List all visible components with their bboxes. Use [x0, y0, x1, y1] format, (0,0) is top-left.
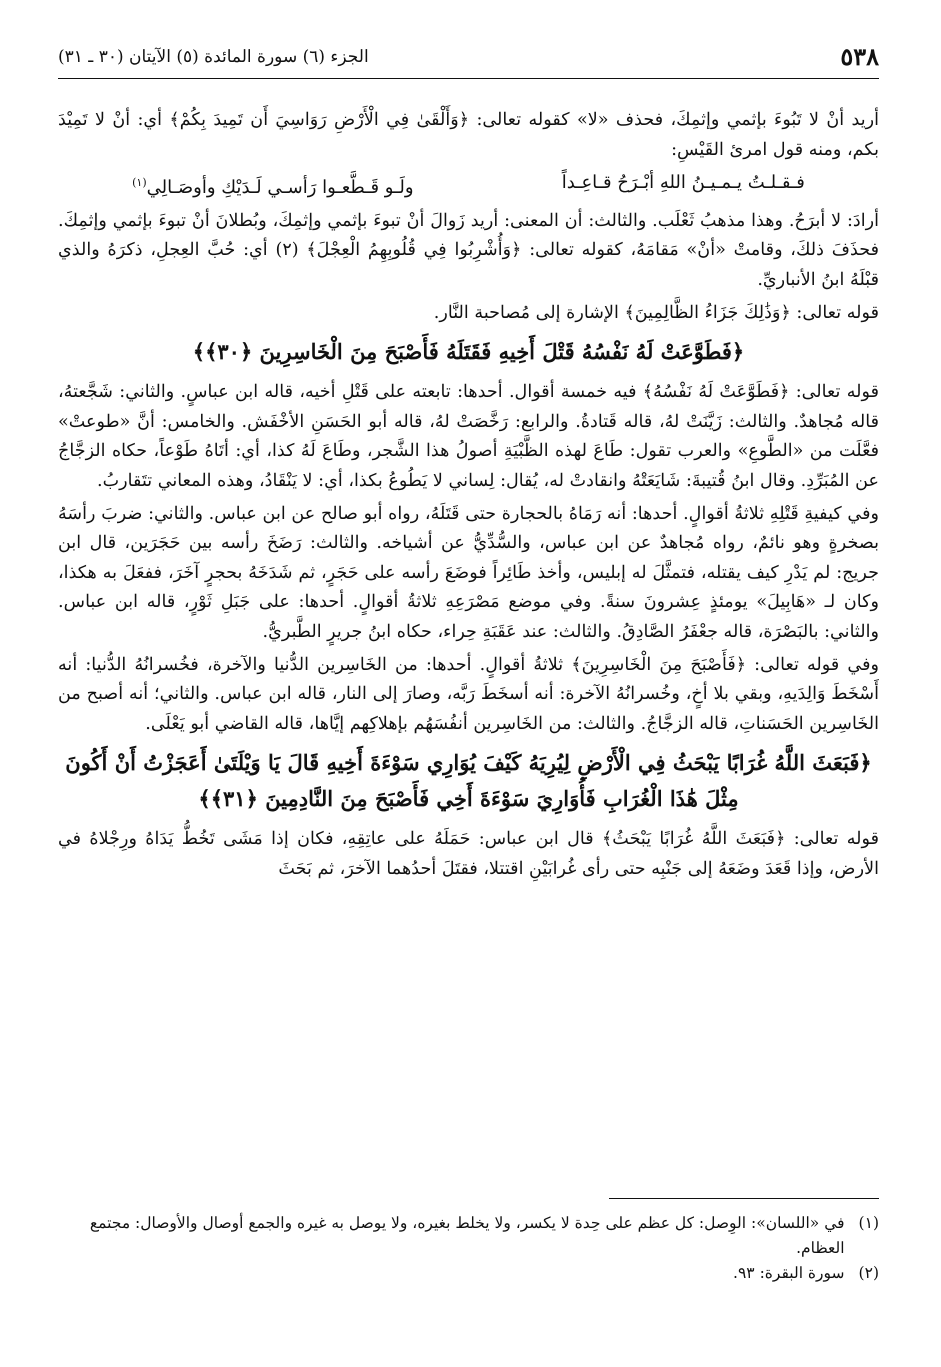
- footnote-text: في «اللسان»: الوِصل: كل عظم على حِدة لا يكسر، ولا يخلط بغيره، ولا يوصل به غيره والجمع أوصال والأوصال: مجتمع العظام.: [89, 1214, 845, 1257]
- paragraph-6: وفي قوله تعالى: ﴿فَأَصْبَحَ مِنَ الْخَاسِرِينَ﴾ ثلاثةُ أقوالٍ. أحدها: من الخَاسِرين الدُّنيا والآخرة، فخُسرانُهُ الدُّنيا: أنه أَسْخَطَ وَالِدَيهِ، وبقي بلا أخٍ، وخُسرانُهُ الآخرة: أنه أسخَطَ رَبَّه، وصارَ إلى النار، قاله ابن عباس. والثاني؛ أنه أصبح من الخَاسِرين الحَسَناتِ، قاله الزجَّاجُ. والثالث: من الخَاسِرين أنفُسَهُم بإهلاكِهم إيَّاها، قاله القاضي أبو يَعْلَى.: [58, 654, 879, 734]
- footnote-number: (٢): [858, 1264, 879, 1282]
- quran-verse-30: ﴿فَطَوَّعَتْ لَهُ نَفْسُهُ قَتْلَ أَخِيهِ فَقَتَلَهُ فَأَصْبَحَ مِنَ الْخَاسِرِينَ ﴿٣٠﴾﴾: [192, 339, 745, 365]
- footnotes: [58, 1198, 879, 1286]
- paragraph-4: قوله تعالى: ﴿فَطَوَّعَتْ لَهُ نَفْسُهُ﴾ فيه خمسة أقوال. أحدها: تابعته على قَتْلِ أخيه، قاله ابن عباسٍ. والثاني: شَجَّعتهُ، قاله مُجاهدٌ. والثالث: زَيَّنَتْ لهُ، قاله قَتادةُ. والرابع: رَخَّصَتْ لهُ، قاله أبو الحَسَنِ الأخْفَش. والخامس: أنَّ «طوعتْ» فعَّلَت من «الطَّوعِ» والعرب تقول: طَاعَ لهذه الظَّبْيَةِ أصولُ هذا الشَّجر، وطَاعَ لَهُ كذا، أي: أتَاهُ طَوْعاً، حكاه الزجَّاجُ عن المُبَرِّدِ. وقال ابنُ قُتيبةَ: شَايَعَتْهُ وانقادتْ له، يُقال: لِساني لا يَطُوعُ بكذا، أي: لا يَنْقَادُ، وهذه المعاني تتَقاربُ.: [58, 382, 879, 491]
- poem-hemistich-left: [132, 168, 413, 203]
- footnote-1: [58, 1211, 879, 1261]
- footnote-text: سورة البقرة: ٩٣.: [733, 1264, 845, 1282]
- paragraph-1: أريد أنْ لا تَبُوءَ بإثمي وإثمِكَ، فحذف «لا» كقوله تعالى: ﴿وَأَلْقَىٰ فِي الْأَرْضِ رَوَاسِيَ أَن تَمِيدَ بِكُمْ﴾ أي: أنْ لا تَمِيْدَ بكم، ومنه قول امرئ القَيْسِ:: [58, 110, 879, 160]
- poem-verse: [58, 168, 879, 203]
- quran-verse-31-line-2: مِثْلَ هَٰذَا الْغُرَابِ فَأُوَارِيَ سَوْءَةَ أَخِي فَأَصْبَحَ مِنَ النَّادِمِينَ ﴿٣١﴾﴾: [198, 786, 739, 812]
- footnote-divider: [609, 1198, 879, 1199]
- footnote-2: [58, 1261, 879, 1286]
- header-divider: [58, 78, 879, 79]
- paragraph-2: أرادَ: لا أبرَحُ. وهذا مذهبُ ثَعْلَب. والثالث: أن المعنى: أريد زَوالَ أنْ تبوءَ بإثمي وإثمِكَ، وبُطلانَ أنْ تبوءَ بإثمي وإثمِكَ. فحذَفَ ذلكَ، وقامتْ «أنْ» مَقامَهُ، كقوله تعالى: ﴿وَأُشْرِبُوا فِي قُلُوبِهِمُ الْعِجْلَ﴾ (٢) أي: حُبَّ العِجلِ، ذكرَهُ والذي قبْلَهُ ابنُ الأنباريِّ.: [58, 210, 879, 290]
- page-header: [58, 42, 879, 82]
- running-title: الجزء (٦) سورة المائدة (٥) الآيتان (٣٠ ـ ٣١): [58, 47, 369, 67]
- poem-hemistich-right: فـقـلـتُ يـمـيـنُ اللهِ أبْـرَحُ قـاعِـداً: [561, 172, 805, 194]
- paragraph-5: وفي كيفيةِ قَتْلِهِ ثلاثةُ أقوالٍ. أحدها: أنه رَمَاهُ بالحجارة حتى قَتَلَهُ، رواه أبو صالح عن ابن عباس. والثاني: ضربَ رأسَهُ بصخرةٍ وهو نائمٌ، رواه مُجاهدٌ عن ابن عباس، والسُّدِّيُّ عن أشياخه. والثالث: رَضَخَ رأسه بين حَجَرَين، قال ابن جريج: لم يَدْرِ كيف يقتله، فتمثَّلَ له إبليس، وأخذ طَائِراً فوضَعَ رأسه على حَجَرٍ، ثم شَدَخَهُ بحجرٍ آخَرَ، ففعَلَ به هكذا، وكان لـ «هَابِيلَ» يومئذٍ عِشرونَ سنةً. وفي موضع مَصْرَعِهِ ثلاثةُ أقوالٍ. أحدها: على جَبَلِ ثَوْرٍ، قاله ابن عباس. والثاني: بالبَصْرَة، قاله جعْفَرُ الصَّادِقُ. والثالث: عند عَقَبَةِ حِراء، حكاه ابنُ جريرٍ الطَّبريُّ.: [58, 503, 879, 642]
- footnote-number: (١): [858, 1214, 879, 1232]
- page-number: ٥٣٨: [840, 42, 879, 71]
- footnote-marker-1: (١): [132, 176, 147, 190]
- quran-verse-31: [58, 745, 879, 817]
- paragraph-3: قوله تعالى: ﴿وَذَٰلِكَ جَزَاءُ الظَّالِمِينَ﴾ الإشارة إلى مُصاحبة النَّار.: [433, 302, 879, 323]
- quran-verse-31-line-1: ﴿فَبَعَثَ اللَّهُ غُرَابًا يَبْحَثُ فِي الْأَرْضِ لِيُرِيَهُ كَيْفَ يُوَارِي سَوْءَةَ أَخِيهِ قَالَ يَا وَيْلَتَىٰ أَعَجَزْتُ أَنْ أَكُونَ: [65, 750, 872, 776]
- paragraph-7: قوله تعالى: ﴿فَبَعَثَ اللَّهُ غُرَابًا يَبْحَثُ﴾ قال ابن عباس: حَمَلَهُ على عاتِقِهِ، فكان إذا مَشَى تَخُطُّ يَدَاهُ ورِجْلاهُ في الأرض، وإذا قَعَدَ وضَعَهُ إلى جَنْبِه حتى رأى غُرابَيْنِ اقتتلا، فقتَلَ أحدُهما الآخرَ، ثم بَحَثَ: [58, 829, 879, 879]
- poem-hemistich-left-text: ولَـو قَـطَّعـوا رَأسـي لَـدَيْكِ وأوصَـالِي: [146, 177, 414, 199]
- main-text: [58, 106, 879, 887]
